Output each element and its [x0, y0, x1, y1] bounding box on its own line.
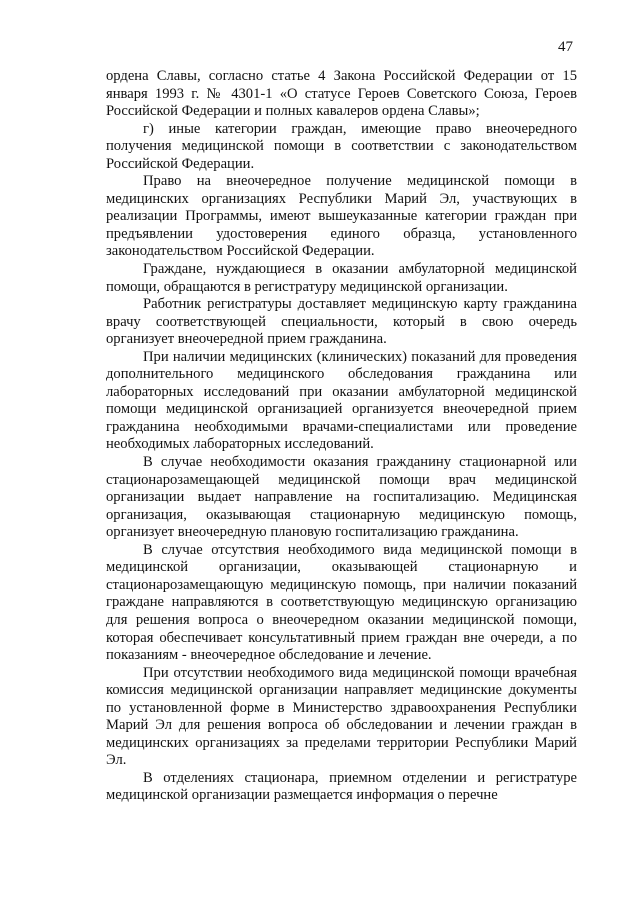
- paragraph: Работник регистратуры доставляет медицинскую карту гражданина врачу соответствующей специальности, который в свою очередь организует внеочередной прием гражданина.: [106, 296, 577, 348]
- paragraph: г) иные категории граждан, имеющие право внеочередного получения медицинской помощи в соответствии с законодательством Российской Федерации.: [106, 120, 577, 172]
- paragraph: ордена Славы, согласно статье 4 Закона Российской Федерации от 15 января 1993 г. № 4301-1 «О статусе Героев Советского Союза, Героев Российской Федерации и полных кавалеров ордена Славы»;: [106, 68, 577, 120]
- paragraph: При наличии медицинских (клинических) показаний для проведения дополнительного медицинского обследования гражданина или лабораторных исследований при оказании амбулаторной медицинской помощи медицинской организацией организуется внеочередной прием гражданина необходимыми врачами-специалистами или проведение необходимых лабораторных исследований.: [106, 348, 577, 453]
- page-number: 47: [558, 39, 573, 55]
- paragraph: В отделениях стационара, приемном отделении и регистратуре медицинской организации размещается информация о перечне: [106, 769, 577, 804]
- paragraph: В случае необходимости оказания гражданину стационарной или стационарозамещающей медицинской помощи врач медицинской организации выдает направление на госпитализацию. Медицинская организация, оказывающая стационарную медицинскую помощь, организует внеочередную плановую госпитализацию гражданина.: [106, 454, 577, 541]
- paragraph: В случае отсутствия необходимого вида медицинской помощи в медицинской организации, оказывающей стационарную и стационарозамещающую медицинскую помощь, при наличии показаний граждане направляются в соответствующую медицинскую организацию для решения вопроса о внеочередном оказании медицинской помощи, которая обеспечивает консультативный прием граждан вне очереди, а по показаниям - внеочередное обследование и лечение.: [106, 541, 577, 664]
- paragraph: При отсутствии необходимого вида медицинской помощи врачебная комиссия медицинской организации направляет медицинские документы по установленной форме в Министерство здравоохранения Республики Марий Эл для решения вопроса об обследовании и лечении граждан в медицинских организациях за пределами территории Республики Марий Эл.: [106, 664, 577, 769]
- paragraph: Граждане, нуждающиеся в оказании амбулаторной медицинской помощи, обращаются в регистратуру медицинской организации.: [106, 261, 577, 295]
- body-text: [106, 68, 577, 805]
- paragraph: Право на внеочередное получение медицинской помощи в медицинских организациях Республики Марий Эл, участвующих в реализации Программы, имеют вышеуказанные категории граждан при предъявлении удостоверения единого образца, установленного законодательством Российской Федерации.: [106, 173, 577, 260]
